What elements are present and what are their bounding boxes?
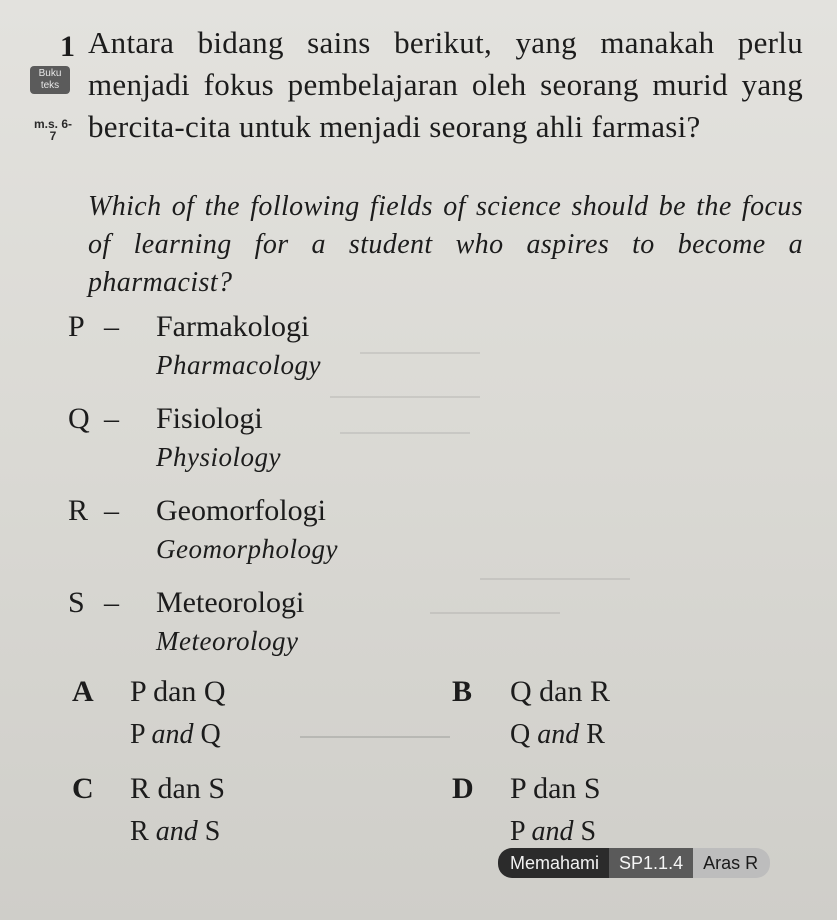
page-reference: m.s. 6-7 [33,117,72,143]
difficulty-level-tag: Aras R [693,848,770,878]
item-label-malay: Geomorfologi [156,494,326,527]
item-dash: – [104,586,119,619]
option-text-malay: R dan S [130,772,226,805]
item-letter: R [68,494,89,527]
item-label-english: Pharmacology [156,350,321,380]
question-tags [498,848,770,878]
question-text-malay: Antara bidang sains berikut, yang manakah perlu menjadi fokus pembelajaran oleh seorang murid yang bercita-cita untuk menjadi seorang ahli farmasi? [88,25,803,144]
bleed-through-mark [330,396,480,398]
option-text-english: P and Q [130,719,221,750]
statement-item [68,402,281,472]
question-number: 1 [60,30,75,63]
item-label-english: Physiology [156,442,281,472]
textbook-badge: Buku teks [30,66,70,94]
option-text-english: P and S [510,816,597,847]
option-letter: B [452,675,473,708]
bleed-through-mark [340,432,470,434]
item-label-english: Meteorology [156,626,299,656]
item-label-malay: Farmakologi [156,310,310,343]
item-letter: S [68,586,85,619]
item-label-english: Geomorphology [156,534,338,564]
option-letter: D [452,772,474,805]
statement-item [68,586,305,656]
option-text-malay: P dan Q [130,675,226,708]
statement-item [68,494,338,564]
option-letter: C [72,772,94,805]
bleed-through-mark [360,352,480,354]
item-label-malay: Fisiologi [156,402,263,435]
question-text-english: Which of the following fields of science should be the focus of learning for a student who aspires to become a pharmacist? [88,191,803,298]
option-text-malay: Q dan R [510,675,611,708]
item-dash: – [104,310,119,343]
item-letter: P [68,310,85,343]
standard-code-tag: SP1.1.4 [609,848,693,878]
bleed-through-mark [300,736,450,738]
item-dash: – [104,402,119,435]
item-dash: – [104,494,119,527]
option-letter: A [72,675,94,708]
item-letter: Q [68,402,90,435]
bleed-through-mark [480,578,630,580]
item-label-malay: Meteorologi [156,586,305,619]
statement-item [68,310,321,380]
cognitive-level-tag: Memahami [498,848,609,878]
option-text-malay: P dan S [510,772,601,805]
option-text-english: Q and R [510,719,605,750]
bleed-through-mark [430,612,560,614]
option-text-english: R and S [130,816,221,847]
